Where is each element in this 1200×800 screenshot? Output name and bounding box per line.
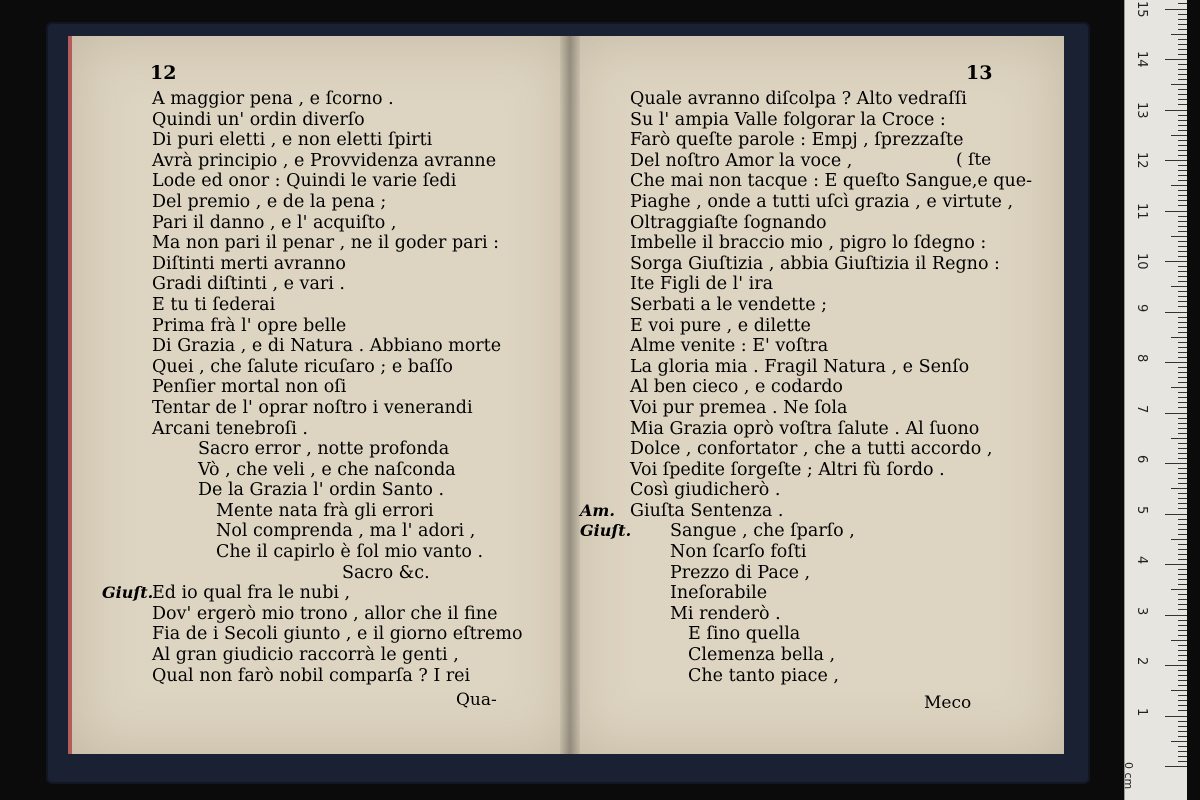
right_page-line: La gloria mia . Fragil Natura , e Senſo	[630, 356, 970, 377]
book-gutter	[560, 36, 580, 754]
ruler-tick	[1178, 200, 1187, 201]
ruler-tick	[1178, 731, 1187, 732]
ruler-tick	[1178, 94, 1187, 95]
ruler-tick	[1178, 705, 1187, 706]
ruler-tick	[1165, 9, 1187, 10]
left_page-line: Prima frà l' opre belle	[152, 315, 347, 336]
ruler-tick	[1178, 296, 1187, 297]
ruler-number: 12	[1134, 152, 1149, 169]
ruler-tick	[1178, 645, 1187, 646]
ruler-tick	[1178, 498, 1187, 499]
ruler-tick	[1171, 589, 1187, 590]
speaker-label: Am.	[580, 500, 615, 520]
ruler-number: 10	[1134, 253, 1149, 270]
ruler-tick	[1178, 392, 1187, 393]
ruler-tick	[1178, 150, 1187, 151]
ruler-tick	[1178, 64, 1187, 65]
ruler-tick	[1165, 160, 1187, 161]
left-page-number: 12	[150, 62, 177, 84]
right_page-line: E voi pure , e dilette	[630, 315, 811, 336]
speaker-label: Giuſt.	[580, 521, 632, 541]
ruler-tick	[1178, 231, 1187, 232]
left-catchword: Qua-	[456, 690, 497, 710]
ruler-tick	[1178, 3, 1187, 4]
ruler-tick	[1178, 115, 1187, 116]
ruler-tick	[1178, 301, 1187, 302]
ruler-tick	[1178, 266, 1187, 267]
right_page-line: Ineſorabile	[670, 583, 768, 604]
left_page-line: Diſtinti merti avranno	[152, 253, 346, 274]
ruler-tick	[1171, 387, 1187, 388]
ruler-tick	[1178, 554, 1187, 555]
left_page-line: Avrà principio , e Provvidenza avranne	[152, 150, 497, 171]
ruler-tick	[1178, 276, 1187, 277]
ruler-tick	[1178, 418, 1187, 419]
ruler-tick	[1178, 397, 1187, 398]
ruler-tick	[1178, 241, 1187, 242]
left_page-line: Arcani tenebroſi .	[152, 418, 308, 439]
ruler-tick	[1178, 655, 1187, 656]
ruler-tick	[1178, 726, 1187, 727]
ruler-tick	[1178, 125, 1187, 126]
ruler-tick	[1171, 741, 1187, 742]
left_page-line: Qual non farò nobil comparſa ? I rei	[152, 665, 471, 686]
ruler-tick	[1178, 721, 1187, 722]
ruler-tick	[1178, 529, 1187, 530]
right_page-line: Del noſtro Amor la voce ,	[630, 150, 853, 171]
ruler-tick	[1171, 286, 1187, 287]
ruler-number: 14	[1134, 51, 1149, 68]
ruler-tick	[1171, 488, 1187, 489]
ruler-tick	[1178, 736, 1187, 737]
ruler-tick	[1165, 514, 1187, 515]
ruler-tick	[1171, 135, 1187, 136]
ruler-tick	[1171, 84, 1187, 85]
ruler-tick	[1165, 59, 1187, 60]
ruler-tick	[1178, 44, 1187, 45]
ruler-tick	[1165, 665, 1187, 666]
right_page-line: Giuſta Sentenza . Am.	[580, 500, 784, 521]
ruler-tick	[1178, 251, 1187, 252]
ruler-tick	[1165, 564, 1187, 565]
ruler-tick	[1178, 327, 1187, 328]
ruler-tick	[1178, 620, 1187, 621]
ruler-tick	[1178, 428, 1187, 429]
ruler-tick	[1178, 478, 1187, 479]
right_page-line: Serbati a le vendette ;	[630, 294, 828, 315]
ruler-tick	[1165, 211, 1187, 212]
ruler-number: 9	[1134, 303, 1149, 312]
ruler-tick	[1178, 372, 1187, 373]
ruler-tick	[1171, 640, 1187, 641]
ruler-number: 13	[1134, 101, 1149, 119]
left_page-line: Mente nata frà gli errori	[216, 500, 434, 521]
ruler-tick	[1171, 236, 1187, 237]
ruler-tick	[1178, 89, 1187, 90]
ruler-tick	[1178, 503, 1187, 504]
ruler-tick	[1178, 155, 1187, 156]
right_page-line: Sorga Giuſtizia , abbia Giuſtizia il Regno :	[630, 253, 1000, 274]
ruler-tick	[1178, 140, 1187, 141]
ruler-number: 7	[1134, 404, 1149, 413]
ruler-tick	[1178, 322, 1187, 323]
ruler-tick	[1165, 766, 1187, 767]
left_page-line: Vò , che veli , e che naſconda	[198, 459, 456, 480]
ruler-tick	[1178, 756, 1187, 757]
ruler-tick	[1178, 746, 1187, 747]
ruler-tick	[1178, 700, 1187, 701]
right_page-line: Ite Figli de l' ira	[630, 274, 774, 295]
ruler-tick	[1178, 79, 1187, 80]
ruler-tick	[1178, 569, 1187, 570]
ruler-tick	[1178, 635, 1187, 636]
ruler-number: 2	[1134, 657, 1149, 666]
ruler-tick	[1178, 443, 1187, 444]
ruler-tick	[1178, 473, 1187, 474]
left_page-line: Al gran giudicio raccorrà le genti ,	[152, 645, 459, 666]
ruler-tick	[1165, 615, 1187, 616]
ruler-tick	[1165, 261, 1187, 262]
ruler-tick	[1178, 175, 1187, 176]
right_page-line: Imbelle il braccio mio , pigro lo ſdegno :	[630, 233, 987, 254]
right_page-line: Prezzo di Pace ,	[670, 562, 811, 583]
ruler-number: 6	[1134, 455, 1149, 464]
ruler-tick	[1178, 145, 1187, 146]
ruler-tick	[1178, 74, 1187, 75]
ruler-tick	[1178, 104, 1187, 105]
ruler-tick	[1178, 534, 1187, 535]
ruler-tick	[1171, 690, 1187, 691]
left_page-line: Che il capirlo è ſol mio vanto .	[216, 542, 484, 563]
ruler-tick	[1178, 660, 1187, 661]
ruler-tick	[1178, 650, 1187, 651]
ruler-tick	[1178, 377, 1187, 378]
left_page-line: Nol comprenda , ma l' adori ,	[216, 521, 476, 542]
ruler-tick	[1178, 433, 1187, 434]
ruler-number: 4	[1134, 556, 1149, 565]
ruler-number: 3	[1134, 606, 1149, 615]
ruler-tick	[1178, 195, 1187, 196]
ruler-tick	[1178, 291, 1187, 292]
left_page-line: Tentar de l' oprar noſtro i venerandi	[152, 397, 473, 418]
ruler-tick	[1178, 584, 1187, 585]
left_page-line: Ma non pari il penar , ne il goder pari :	[152, 233, 500, 254]
ruler-tick	[1178, 423, 1187, 424]
ruler-tick	[1178, 170, 1187, 171]
ruler-tick	[1178, 468, 1187, 469]
ruler-tick	[1178, 347, 1187, 348]
right_page-line: Clemenza bella ,	[688, 645, 836, 666]
ruler-tick	[1165, 413, 1187, 414]
ruler-tick	[1178, 594, 1187, 595]
ruler-number: 5	[1134, 505, 1149, 514]
ruler-tick	[1171, 539, 1187, 540]
ruler-tick	[1178, 604, 1187, 605]
ruler-unit-label: 0 cm	[1122, 762, 1135, 790]
left_page-line: Penſier mortal non oſi	[152, 377, 347, 398]
ruler-tick	[1178, 695, 1187, 696]
ruler-tick	[1178, 357, 1187, 358]
ruler-tick	[1178, 559, 1187, 560]
ruler-tick	[1178, 407, 1187, 408]
ruler-tick	[1178, 675, 1187, 676]
ruler-tick	[1178, 19, 1187, 20]
ruler-tick	[1178, 281, 1187, 282]
ruler-tick	[1165, 463, 1187, 464]
ruler-tick	[1178, 458, 1187, 459]
right_page-line: Piaghe , onde a tutti uſcì grazia , e virtute ,	[630, 191, 1014, 212]
right_page-line: Non ſcarſo foſti	[670, 542, 807, 563]
ruler-tick	[1178, 448, 1187, 449]
left_page-line: Dov' ergerò mio trono , allor che il fine	[152, 603, 498, 624]
ruler-tick	[1178, 54, 1187, 55]
ruler-tick	[1178, 524, 1187, 525]
ruler-tick	[1178, 246, 1187, 247]
right-page-number: 13	[966, 62, 993, 84]
left_page-line: Quindi un' ordin diverſo	[152, 109, 365, 130]
ruler-tick	[1178, 69, 1187, 70]
ruler-tick	[1171, 337, 1187, 338]
ruler-tick	[1178, 508, 1187, 509]
right_page-line: Oltraggiaſte ſognando	[630, 212, 827, 233]
ruler-number: 8	[1134, 354, 1149, 363]
right_page-line: Voi ſpedite ſorgeſte ; Altri fù ſordo .	[630, 459, 945, 480]
right_page-line: Al ben cieco , e codardo	[630, 377, 843, 398]
ruler-tick	[1178, 453, 1187, 454]
ruler-tick	[1178, 483, 1187, 484]
ruler-tick	[1178, 609, 1187, 610]
ruler-tick	[1178, 625, 1187, 626]
left_page-line: Quei , che ſalute ricuſaro ; e baſſo	[152, 356, 453, 377]
ruler-tick	[1171, 185, 1187, 186]
ruler-tick	[1178, 49, 1187, 50]
right_page-line: Mia Grazia oprò voſtra ſalute . Al ſuono	[630, 418, 980, 439]
left_page-line: Ed io qual fra le nubi , Giuſt.	[102, 583, 351, 604]
right_page-line: Alme venite : E' voſtra	[630, 336, 829, 357]
ruler-tick	[1165, 312, 1187, 313]
ruler-tick	[1178, 216, 1187, 217]
ruler-tick	[1178, 190, 1187, 191]
left_page-line: Del premio , e de la pena ;	[152, 191, 387, 212]
ruler-tick	[1178, 99, 1187, 100]
ruler-tick	[1178, 519, 1187, 520]
left_page-line: Gradi diſtinti , e vari .	[152, 274, 345, 295]
right_page-line: Quale avranno diſcolpa ? Alto vedraſſi	[630, 89, 967, 109]
ruler-tick	[1178, 165, 1187, 166]
ruler-tick	[1178, 221, 1187, 222]
ruler-tick	[1178, 256, 1187, 257]
left_page-line: E tu ti ſederai	[152, 294, 276, 315]
right_page-line: Che mai non tacque : E queſto Sangue,e que-	[630, 171, 1033, 192]
ruler-tick	[1178, 39, 1187, 40]
ruler-tick	[1178, 493, 1187, 494]
ruler-tick	[1178, 544, 1187, 545]
ruler-number: 1	[1134, 707, 1149, 716]
speaker-label: Giuſt.	[102, 583, 154, 603]
left_page-line: Sacro &c.	[342, 562, 430, 583]
left_page-line: A maggior pena , e ſcorno .	[152, 89, 394, 109]
left_page-line: Di Grazia , e di Natura . Abbiano morte	[152, 336, 502, 357]
ruler-tick	[1178, 382, 1187, 383]
right_page-line: Dolce , confortator , che a tutti accordo ,	[630, 439, 993, 460]
right_page-line: Mi renderò .	[670, 603, 781, 624]
ruler-tick	[1178, 29, 1187, 30]
ruler-tick	[1178, 306, 1187, 307]
ruler-tick	[1165, 716, 1187, 717]
ruler-tick	[1178, 761, 1187, 762]
ruler-tick	[1178, 352, 1187, 353]
ruler-tick	[1178, 205, 1187, 206]
ruler-tick	[1178, 599, 1187, 600]
ruler-tick	[1178, 549, 1187, 550]
ruler-tick	[1178, 751, 1187, 752]
right_page-line: Così giudicherò .	[630, 480, 781, 501]
ruler-tick	[1178, 670, 1187, 671]
measurement-ruler	[1124, 0, 1187, 800]
ruler-tick	[1178, 332, 1187, 333]
right_page-line: Voi pur premea . Ne ſola	[630, 397, 848, 418]
ruler-tick	[1165, 362, 1187, 363]
right_page-line: Su l' ampia Valle folgorar la Croce :	[630, 109, 946, 130]
right_page-line: Farò queſte parole : Empj , ſprezzaſte	[630, 130, 964, 151]
right_page-line: Che tanto piace ,	[688, 665, 839, 686]
left_page-line: Di puri eletti , e non eletti ſpirti	[152, 130, 433, 151]
ruler-tick	[1178, 130, 1187, 131]
ruler-tick	[1171, 438, 1187, 439]
right-catchword: Meco	[924, 693, 972, 713]
ruler-tick	[1178, 180, 1187, 181]
ruler-number: 15	[1134, 0, 1149, 18]
left_page-line: Sacro error , notte profonda	[198, 439, 450, 460]
left_page-line: Fia de i Secoli giunto , e il giorno eſtremo	[152, 624, 523, 645]
ruler-tick	[1178, 710, 1187, 711]
ruler-tick	[1178, 367, 1187, 368]
right_page-line: Sangue , che ſparſo , Giuſt.	[580, 521, 855, 542]
left-page-text	[102, 89, 523, 686]
right-overflow-syllable: ( ſte	[956, 150, 992, 170]
ruler-tick	[1178, 574, 1187, 575]
ruler-tick	[1178, 120, 1187, 121]
ruler-tick	[1178, 271, 1187, 272]
left_page-line: Pari il danno , e l' acquiſto ,	[152, 212, 397, 233]
left_page-line: De la Grazia l' ordin Santo .	[198, 480, 445, 501]
ruler-tick	[1178, 317, 1187, 318]
left_page-line: Lode ed onor : Quindi le varie ſedi	[152, 171, 457, 192]
ruler-tick	[1178, 14, 1187, 15]
ruler-tick	[1178, 579, 1187, 580]
ruler-tick	[1178, 402, 1187, 403]
ruler-tick	[1165, 110, 1187, 111]
ruler-tick	[1178, 226, 1187, 227]
right-page-text	[580, 89, 1033, 686]
ruler-tick	[1178, 630, 1187, 631]
right_page-line: E ſino quella	[688, 624, 801, 645]
ruler-tick	[1178, 685, 1187, 686]
ruler-number: 11	[1134, 202, 1149, 220]
ruler-tick	[1171, 34, 1187, 35]
ruler-tick	[1178, 342, 1187, 343]
ruler-tick	[1178, 680, 1187, 681]
ruler-tick	[1178, 24, 1187, 25]
